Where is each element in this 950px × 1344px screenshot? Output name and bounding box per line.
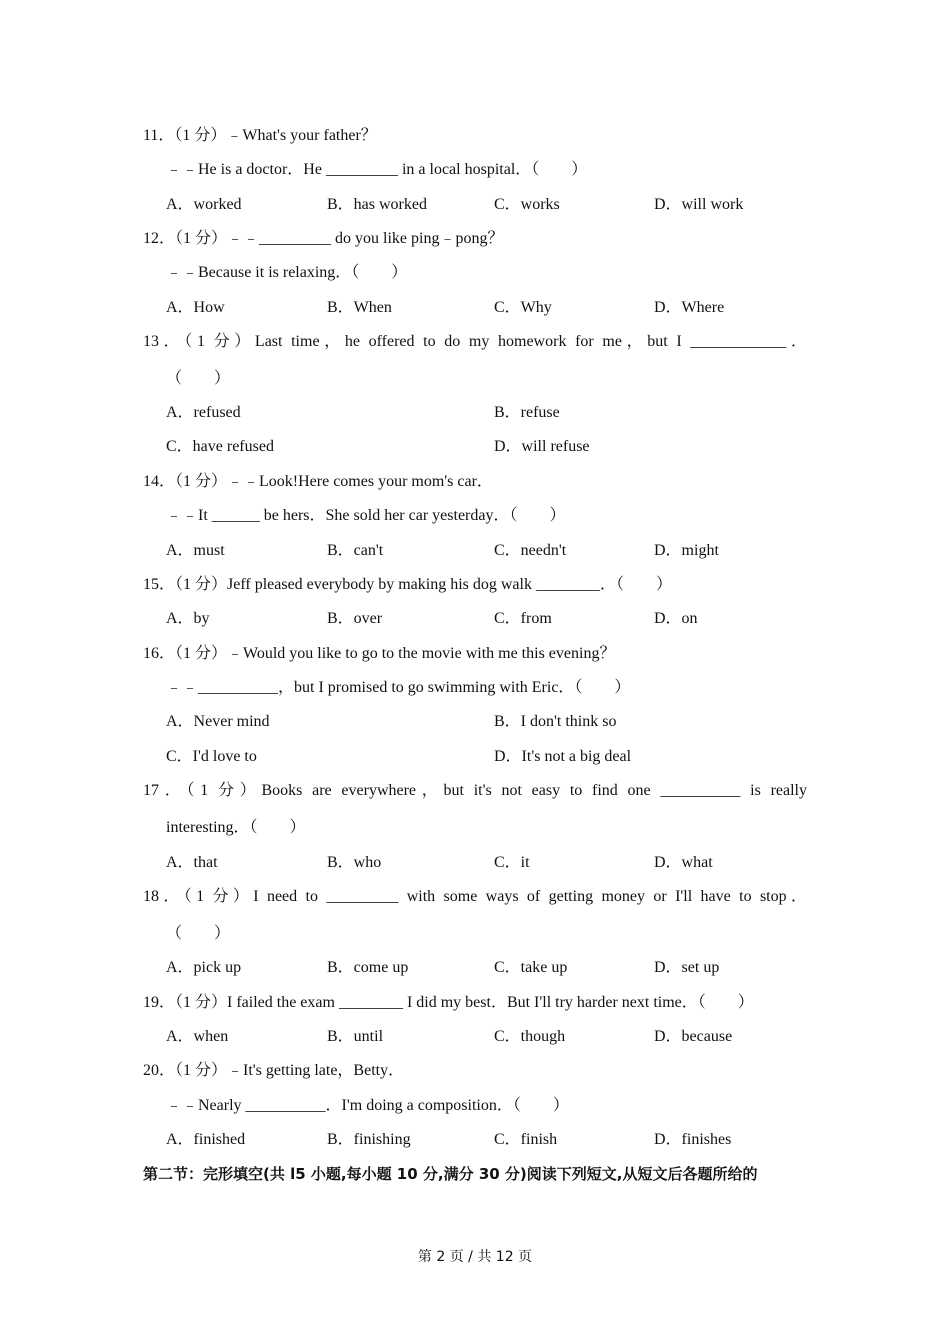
question-16-line-2: ﹣﹣__________，but I promised to go swimming with Eric．（ ） [166, 679, 631, 696]
question-18-option-c: C．take up [494, 959, 568, 976]
question-19-option-a: A．when [166, 1028, 229, 1045]
question-20-option-d: D．finishes [654, 1131, 732, 1148]
question-11-option-b: B．has worked [327, 196, 427, 213]
question-17-option-d: D．what [654, 854, 713, 871]
question-12-stem: 12．（1 分）﹣﹣_________ do you like ping﹣pong？ [143, 230, 504, 247]
question-11-option-c: C．works [494, 196, 560, 213]
question-20-option-a: A．finished [166, 1131, 246, 1148]
question-13-option-a: A．refused [166, 404, 241, 421]
question-17-line-2: interesting．（ ） [166, 819, 306, 836]
question-14-stem: 14．（1 分）﹣﹣Look!Here comes your mom's car． [143, 473, 493, 490]
question-11-stem: 11．（1 分）﹣What's your father？ [143, 127, 377, 144]
section-heading: 第二节：完形填空(共 l5 小题,每小题 10 分,满分 30 分)阅读下列短文,从短文后各题所给的 [143, 1165, 758, 1183]
question-16-stem: 16．（1 分）﹣Would you like to go to the movie with me this evening？ [143, 645, 616, 662]
question-14-option-a: A．must [166, 542, 225, 559]
question-15-option-b: B．over [327, 610, 383, 627]
question-11-line-2: ﹣﹣He is a doctor．He _________ in a local hospital．（ ） [166, 161, 588, 178]
question-16-option-b: B．I don't think so [494, 713, 617, 730]
question-17-option-b: B．who [327, 854, 382, 871]
question-13-option-c: C．have refused [166, 438, 274, 455]
question-12-option-b: B．When [327, 299, 392, 316]
question-15-stem: 15．（1 分）Jeff pleased everybody by making his dog walk ________．（ ） [143, 576, 672, 593]
question-20-option-b: B．finishing [327, 1131, 411, 1148]
question-19-option-b: B．until [327, 1028, 384, 1045]
question-12-option-c: C．Why [494, 299, 552, 316]
question-14-option-d: D．might [654, 542, 719, 559]
question-20-line-2: ﹣﹣Nearly __________．I'm doing a composition．（ ） [166, 1097, 569, 1114]
question-14-option-b: B．can't [327, 542, 384, 559]
question-16-option-a: A．Never mind [166, 713, 270, 730]
question-18-option-a: A．pick up [166, 959, 242, 976]
question-12-option-d: D．Where [654, 299, 725, 316]
question-19-stem: 19．（1 分）I failed the exam ________ I did my best．But I'll try harder next time．（ ） [143, 994, 754, 1011]
question-20-option-c: C．finish [494, 1131, 558, 1148]
page-footer: 第 2 页 / 共 12 页 [417, 1249, 533, 1265]
question-12-option-a: A．How [166, 299, 225, 316]
question-11-option-a: A．worked [166, 196, 242, 213]
question-19-option-c: C．though [494, 1028, 566, 1045]
question-14-line-2: ﹣﹣It ______ be hers．She sold her car yesterday．（ ） [166, 507, 566, 524]
question-13-option-b: B．refuse [494, 404, 560, 421]
question-15-option-a: A．by [166, 610, 210, 627]
question-16-option-d: D．It's not a big deal [494, 748, 632, 765]
question-14-option-c: C．needn't [494, 542, 567, 559]
question-11-option-d: D．will work [654, 196, 744, 213]
question-13-stem: 13．（1 分）Last time，he offered to do my homework for me，but I ____________． [143, 333, 807, 350]
question-17-option-c: C．it [494, 854, 530, 871]
question-18-option-b: B．come up [327, 959, 409, 976]
question-18-line-2: （ ） [166, 925, 231, 942]
question-18-stem: 18．（1 分）I need to _________ with some ways of getting money or I'll have to stop． [143, 888, 807, 905]
question-12-line-2: ﹣﹣Because it is relaxing．（ ） [166, 264, 408, 281]
question-15-option-d: D．on [654, 610, 698, 627]
question-15-option-c: C．from [494, 610, 552, 627]
question-13-option-d: D．will refuse [494, 438, 590, 455]
question-18-option-d: D．set up [654, 959, 720, 976]
question-20-stem: 20．（1 分）﹣It's getting late，Betty． [143, 1062, 405, 1079]
question-19-option-d: D．because [654, 1028, 733, 1045]
question-17-option-a: A．that [166, 854, 218, 871]
question-17-stem: 17．（1 分）Books are everywhere，but it's not easy to find one __________ is really [143, 782, 807, 799]
question-16-option-c: C．I'd love to [166, 748, 257, 765]
question-13-line-2: （ ） [166, 370, 231, 387]
